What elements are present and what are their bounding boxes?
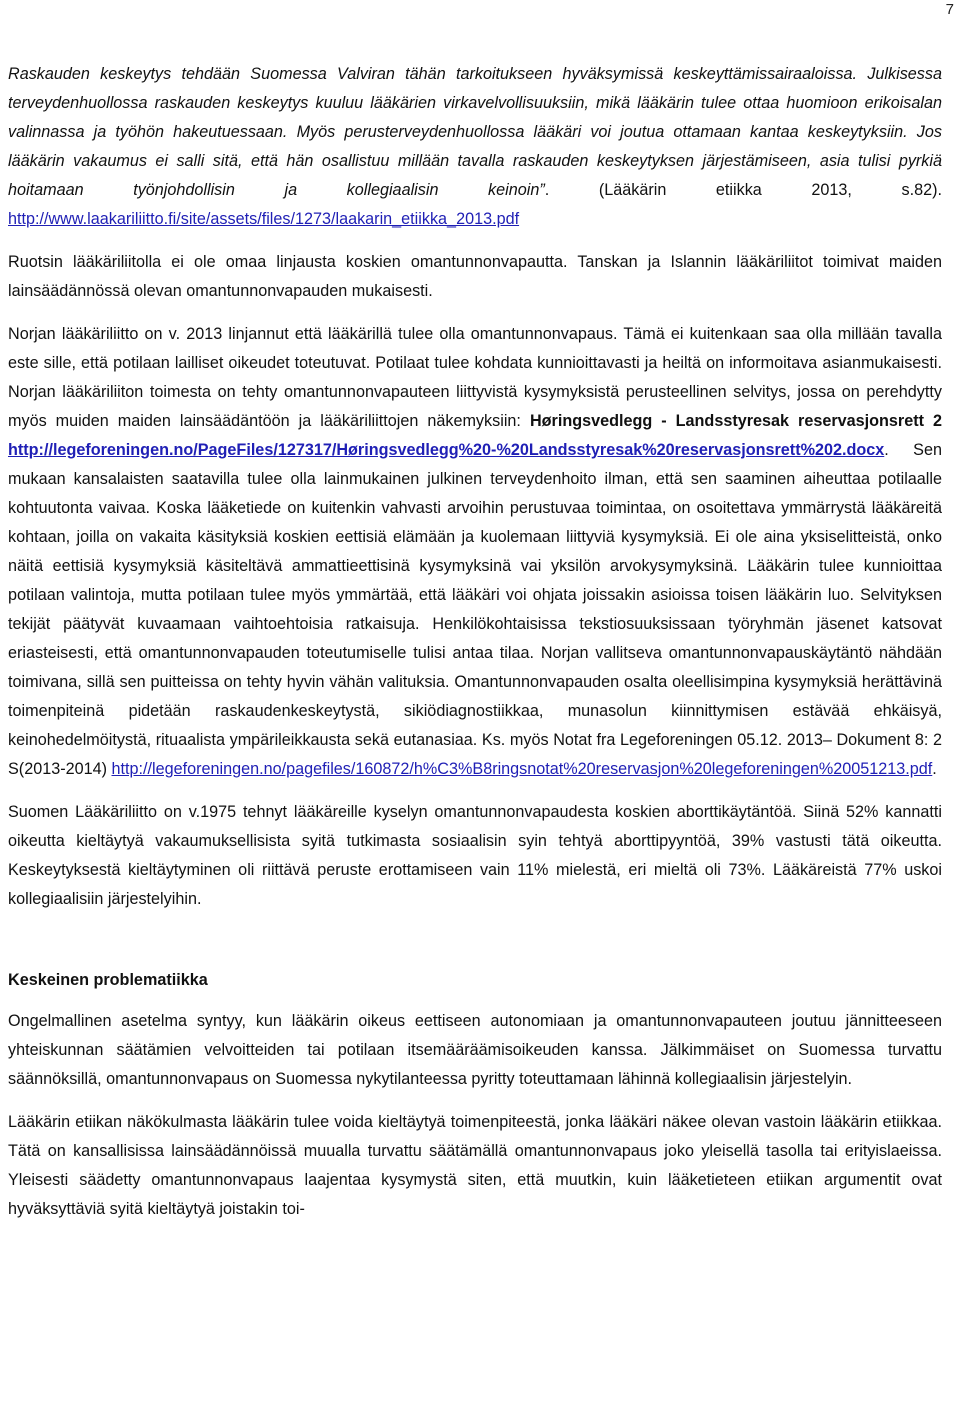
paragraph-abortion-finland [8, 60, 942, 234]
document-body [8, 60, 942, 1224]
closing-quote-mark: ” [539, 181, 545, 199]
section-heading: Keskeinen problematiikka [8, 971, 208, 989]
page-number: 7 [945, 1, 954, 18]
citation-text: . (Lääkärin etiikka 2013, s.82). [544, 181, 942, 199]
hearing-document-title: Høringsvedlegg - Landsstyresak reservasjonsrett 2 [529, 412, 943, 430]
hearing-document-link-text: http://legeforeningen.no/PageFiles/127317/Høringsvedlegg%20-%20Landsstyresak%20reservasjonsrett%202.docx [8, 441, 885, 459]
norway-text-c: . [932, 760, 937, 778]
paragraph-norway [8, 320, 942, 784]
paragraph-survey-1975: Suomen Lääkäriliitto on v.1975 tehnyt lääkäreille kyselyn omantunnonvapaudesta koskien aborttikäytäntöä. Siinä 52% kannatti oikeutta kieltäytyä vakaumuksellisista syitä tutkimasta sosiaalisin syin tehtyä aborttipyyntöä, 39% vastusti tätä oikeutta. Keskeytyksestä kieltäytyminen oli riittävä peruste erottamiseen vain 11% mielestä, eri mieltä oli 73%. Lääkäreistä 77% uskoi kollegiaalisiin järjestelyihin. [8, 803, 942, 908]
hearing-document-link[interactable] [8, 441, 884, 459]
norway-text-a: Norjan lääkäriliitto on v. 2013 linjannut että lääkärillä tulee olla omantunnonvapaus. Tämä ei kuitenkaan saa olla millään tavalla este sille, että potilaan lailliset oikeudet toteutuvat. Potilaat tulee kohdata kunnioittavasti ja heiltä on informoitava asianmukaisesti. Norjan lääkäriliiton toimesta on tehty omantunnonvapauteen liittyvistä kysymyksistä perusteellinen selvitys, jossa on perehdytty myös muiden maiden lainsäädäntöön ja lääkäriliittojen näkemyksiin: [8, 325, 942, 430]
ethics-pdf-link[interactable]: http://www.laakariliitto.fi/site/assets/files/1273/laakarin_etiikka_2013.pdf [8, 210, 520, 228]
paragraph-ethics-view: Lääkärin etiikan näkökulmasta lääkärin tulee voida kieltäytyä toimenpiteestä, jonka lääkäri näkee olevan vastoin lääkärin etiikkaa. Tätä on kansallisissa lainsäädännöissä muualla turvattu säätämällä omantunnonvapaus joko yleisellä tasolla tai erityislaeissa. Yleisesti säädetty omantunnonvapaus laajentaa kysymystä siten, että muutkin, kuin lääketieteen etiikan argumentit ovat hyväksyttäviä syitä kieltäytyä joistakin toi- [8, 1113, 942, 1218]
italic-quote-text: Raskauden keskeytys tehdään Suomessa Valviran tähän tarkoitukseen hyväksymissä keskeyttämissairaaloissa. Julkisessa terveydenhuollossa raskauden keskeytys kuuluu lääkärien virkavelvollisuuksiin, mikä lääkärin tulee ottaa huomioon erikoisalan valinnassa ja työhön hakeutuessaan. Myös perusterveydenhuollossa lääkäri voi joutua ottamaan kantaa keskeytyksiin. Jos lääkärin vakaumus ei salli sitä, että hän osallistuu millään tavalla raskauden keskeytyksen järjestämiseen, asia tulisi pyrkiä hoitamaan työnjohdollisin ja kollegiaalisin keinoin [8, 65, 942, 199]
paragraph-problem-setting: Ongelmallinen asetelma syntyy, kun lääkärin oikeus eettiseen autonomiaan ja omantunnonvapauteen joutuu jännitteeseen yhteiskunnan säätämien velvoitteiden tai potilaan itsemääräämisoikeuden kanssa. Jälkimmäiset on Suomessa turvattu säännöksillä, omantunnonvapaus on Suomessa nykytilanteessa pyritty toteuttamaan lähinnä kollegiaalisin järjestelyin. [8, 1012, 942, 1088]
paragraph-nordic-associations: Ruotsin lääkäriliitolla ei ole omaa linjausta koskien omantunnonvapautta. Tanskan ja Islannin lääkäriliitot toimivat maiden lainsäädännössä olevan omantunnonvapauden mukaisesti. [8, 253, 942, 300]
notat-pdf-link[interactable]: http://legeforeningen.no/pagefiles/160872/h%C3%B8ringsnotat%20reservasjon%20legeforeningen%20051213.pdf [111, 760, 933, 778]
norway-text-b: . Sen mukaan kansalaisten saatavilla tulee olla lainmukainen julkinen terveydenhoito ilman, että sen saaminen aiheuttaa potilaalle kohtuutonta vaivaa. Koska lääketiede on kuitenkin vahvasti arvoihin perustuvaa toimintaa, on osoitettava ymmärrystä lääkäreitä kohtaan, joilla on vakaita käsityksiä koskien eettisiä elämään ja kuolemaan liittyviä kysymyksiä. Ei ole aina yksiselitteistä, onko näitä eettisiä kysymyksiä käsiteltävä ammattieettisinä kysymyksinä vai yksilön arvokysymyksinä. Lääkärin tulee kunnioittaa potilaan valintoja, mutta potilaan tulee myös ymmärtää, että lääkäri voi ohjata joissakin asioissa toisen lääkärin luo. Selvityksen tekijät päätyvät kuvaamaan vaihtoehtoisia ratkaisuja. Henkilökohtaisissa tekstiosuuksissaan työryhmän jäsenet katsovat eriasteisesti, että omantunnonvapauden toteutumiselle tulisi antaa tilaa. Norjan vallitseva omantunnonvapauskäytäntö nähdään toimivana, sillä sen puitteissa on tehty hyvin vähän valituksia. Omantunnonvapauden osalta oleellisimpina kysymyksiä herättävinä toimenpiteinä pidetään raskaudenkeskeytystä, sikiödiagnostiikkaa, munasolun kiinnittymisen estävää ehkäisyä, keinohedelmöitystä, rituaalista ympärileikkausta sekä eutanasiaa. Ks. myös Notat fra Legeforeningen 05.12. 2013– Dokument 8: 2 S(2013-2014) [8, 441, 942, 778]
